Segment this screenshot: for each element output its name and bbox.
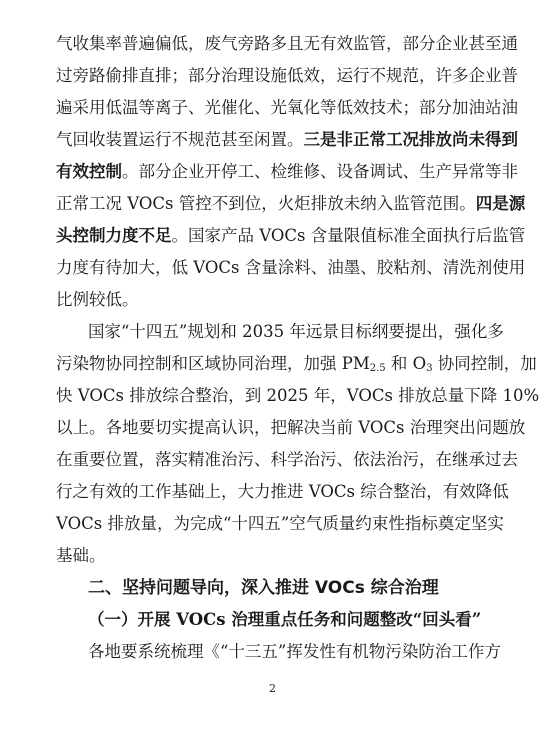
text-run: 。国家产品 VOCs 含量限值标准全面执行后监管 xyxy=(171,226,526,245)
bold-text-run: 四是源 xyxy=(475,194,526,213)
text-line xyxy=(56,444,518,476)
text-line xyxy=(56,348,537,380)
text-line xyxy=(56,252,526,284)
text-line xyxy=(56,92,518,124)
sub-heading xyxy=(88,604,498,636)
text-run: 遍采用低温等离子、光催化、光氧化等低效技术；部分加油站油 xyxy=(56,98,518,117)
text-run: 和 O xyxy=(385,354,427,373)
text-line xyxy=(56,156,518,188)
sub-heading-text: （一）开展 VOCs 治理重点任务和问题整改“回头看” xyxy=(88,610,482,629)
text-run: 以上。各地要切实提高认识，把解决当前 VOCs 治理突出问题放 xyxy=(56,418,526,437)
text-run: 过旁路偷排直排；部分治理设施低效，运行不规范，许多企业普 xyxy=(56,66,518,85)
text-run: 污染物协同控制和区域协同治理，加强 PM xyxy=(56,354,370,373)
text-line xyxy=(56,220,526,252)
text-run: 气回收装置运行不规范甚至闲置。 xyxy=(56,130,304,149)
text-line xyxy=(56,508,504,540)
text-line xyxy=(88,636,501,668)
bold-text-run: 头控制力度不足 xyxy=(56,226,172,245)
text-line xyxy=(88,316,504,348)
text-line xyxy=(56,284,498,316)
text-run: 国家“十四五”规划和 2035 年远景目标纲要提出，强化多 xyxy=(88,322,504,341)
bold-text-run: 三是非正常工况排放尚未得到 xyxy=(303,130,518,149)
text-run: 正常工况 VOCs 管控不到位，火炬排放未纳入监管范围。 xyxy=(56,194,476,213)
text-run: 。部分企业开停工、检维修、设备调试、生产异常等非 xyxy=(122,162,518,181)
text-line xyxy=(56,412,526,444)
text-run: 协同控制，加 xyxy=(432,354,537,373)
text-line xyxy=(56,28,518,60)
text-line xyxy=(56,188,526,220)
text-run: 在重要位置，落实精准治污、科学治污、依法治污，在继承过去 xyxy=(56,450,518,469)
section-heading-text: 二、坚持问题导向，深入推进 VOCs 综合治理 xyxy=(88,578,439,598)
text-run: 行之有效的工作基础上，大力推进 VOCs 综合整治，有效降低 xyxy=(56,482,509,501)
text-line xyxy=(56,380,540,412)
text-run: VOCs 排放量，为完成“十四五”空气质量约束性指标奠定坚实 xyxy=(56,514,504,533)
bold-text-run: 有效控制 xyxy=(56,162,122,181)
text-run: 力度有待加大，低 VOCs 含量涂料、油墨、胶粘剂、清洗剂使用 xyxy=(56,258,526,277)
text-line xyxy=(56,124,518,156)
text-line xyxy=(56,540,498,572)
text-run: 快 VOCs 排放综合整治，到 2025 年，VOCs 排放总量下降 10% xyxy=(56,386,540,405)
text-run: 比例较低。 xyxy=(56,290,139,309)
section-heading xyxy=(88,572,498,604)
text-run: 气收集率普遍偏低，废气旁路多且无有效监管，部分企业甚至通 xyxy=(56,34,518,53)
subscript: 3 xyxy=(426,363,433,374)
text-line xyxy=(56,476,509,508)
text-line xyxy=(56,60,518,92)
text-run: 各地要系统梳理《“十三五”挥发性有机物污染防治工作方 xyxy=(88,642,501,661)
subscript: 2.5 xyxy=(369,363,386,374)
page-number: 2 xyxy=(269,682,276,695)
text-run: 基础。 xyxy=(56,546,106,565)
